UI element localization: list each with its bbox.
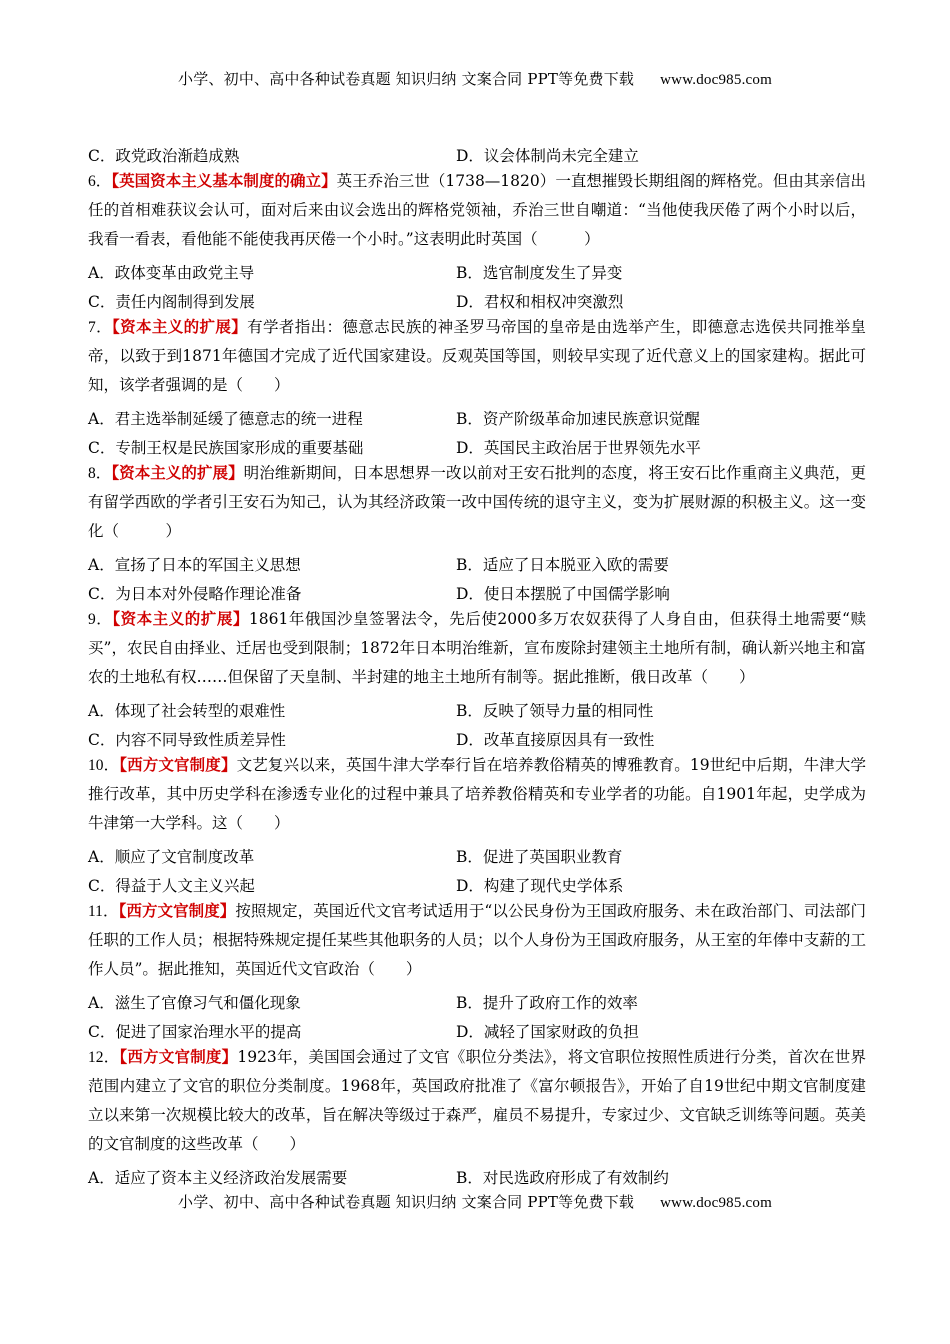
question-stem xyxy=(88,166,866,254)
option-b: B．选官制度发生了异变 xyxy=(456,264,623,282)
page-footer xyxy=(0,1191,950,1212)
option-a: A．政体变革由政党主导 xyxy=(88,264,255,282)
question-11 xyxy=(88,896,866,1042)
options-row xyxy=(88,254,866,283)
header-text: 小学、初中、高中各种试卷真题 知识归纳 文案合同 PPT等免费下载 xyxy=(178,70,635,88)
option-d: D．英国民主政治居于世界领先水平 xyxy=(456,439,701,457)
options-row xyxy=(88,692,866,721)
question-number: 7． xyxy=(88,319,113,336)
option-c: C．得益于人文主义兴起 xyxy=(88,877,255,895)
options-row xyxy=(88,546,866,575)
topic-tag: 【英国资本主义基本制度的确立】 xyxy=(111,171,337,190)
options-row xyxy=(88,575,866,604)
topic-tag: 【资本主义的扩展】 xyxy=(112,609,249,628)
question-text: 1923年，美国国会通过了文官《职位分类法》，将文官职位按照性质进行分类，首次在世界范围内建立了文官的职位分类制度。1968年，英国政府批准了《富尔顿报告》，开始了自19世纪中期文官制度建立以来第一次规模比较大的改革，旨在解决等级过于森严，雇员不易提升，专家过少、文官缺乏训练等问题。英美的文官制度的这些改革（ ） xyxy=(88,1048,866,1153)
option-a: A．适应了资本主义经济政治发展需要 xyxy=(88,1169,348,1187)
option-d: D．使日本摆脱了中国儒学影响 xyxy=(456,585,670,603)
option-d: D．构建了现代史学体系 xyxy=(456,877,624,895)
question-stem xyxy=(88,896,866,984)
option-d: D．改革直接原因具有一致性 xyxy=(456,731,655,749)
question-number: 11． xyxy=(88,903,119,920)
options-row xyxy=(88,1013,866,1042)
topic-tag: 【西方文官制度】 xyxy=(118,901,236,920)
header-site-link[interactable]: www.doc985.com xyxy=(660,72,772,88)
option-a: A．君主选举制延缓了德意志的统一进程 xyxy=(88,410,363,428)
question-text: 有学者指出：德意志民族的神圣罗马帝国的皇帝是由选举产生，即德意志选侯共同推举皇帝，以致于到1871年德国才完成了近代国家建设。反观英国等国，则较早实现了近代意义上的国家建构。据此可知，该学者强调的是（ ） xyxy=(88,318,866,394)
option-d: D．议会体制尚未完全建立 xyxy=(456,147,639,165)
option-b: B．适应了日本脱亚入欧的需要 xyxy=(456,556,669,574)
footer-text: 小学、初中、高中各种试卷真题 知识归纳 文案合同 PPT等免费下载 xyxy=(178,1193,635,1211)
options-row xyxy=(88,283,866,312)
option-b: B．提升了政府工作的效率 xyxy=(456,994,638,1012)
option-b: B．对民选政府形成了有效制约 xyxy=(456,1169,669,1187)
options-row xyxy=(88,984,866,1013)
options-row xyxy=(88,429,866,458)
topic-tag: 【西方文官制度】 xyxy=(119,755,237,774)
footer-site-link[interactable]: www.doc985.com xyxy=(660,1195,772,1211)
question-text: 明治维新期间，日本思想界一改以前对王安石批判的态度，将王安石比作重商主义典范，更有留学西欧的学者引王安石为知己，认为其经济政策一改中国传统的退守主义，变为扩展财源的积极主义。这一变化（ ） xyxy=(88,464,866,540)
option-d: D．减轻了国家财政的负担 xyxy=(456,1023,639,1041)
topic-tag: 【西方文官制度】 xyxy=(119,1047,238,1066)
option-a: A．体现了社会转型的艰难性 xyxy=(88,702,286,720)
option-b: B．反映了领导力量的相同性 xyxy=(456,702,654,720)
options-row xyxy=(88,1159,866,1188)
question-text: 英王乔治三世（1738—1820）一直想摧毁长期组阁的辉格党。但由其亲信出任的首相难获议会认可，面对后来由议会选出的辉格党领袖，乔治三世自嘲道：“当他使我厌倦了两个小时以后，我看一看表，看他能不能使我再厌倦一个小时。”这表明此时英国（ ） xyxy=(88,172,866,248)
previous-question-options xyxy=(88,138,866,166)
option-a: A．宣扬了日本的军国主义思想 xyxy=(88,556,301,574)
topic-tag: 【资本主义的扩展】 xyxy=(112,317,248,336)
question-text: 文艺复兴以来，英国牛津大学奉行旨在培养教俗精英的博雅教育。19世纪中后期，牛津大学推行改革，其中历史学科在渗透专业化的过程中兼具了培养教俗精英和专业学者的功能。自1901年起，史学成为牛津第一大学科。这（ ） xyxy=(88,756,866,832)
option-c: C．为日本对外侵略作理论准备 xyxy=(88,585,302,603)
option-c: C．政党政治渐趋成熟 xyxy=(88,147,240,165)
option-c: C．专制王权是民族国家形成的重要基础 xyxy=(88,439,364,457)
question-stem xyxy=(88,312,866,400)
question-6 xyxy=(88,166,866,312)
options-row xyxy=(88,867,866,896)
question-number: 10． xyxy=(88,757,120,774)
options-row xyxy=(88,721,866,750)
question-stem xyxy=(88,458,866,546)
option-a: A．顺应了文官制度改革 xyxy=(88,848,255,866)
question-stem xyxy=(88,750,866,838)
question-stem xyxy=(88,1042,866,1159)
option-a: A．滋生了官僚习气和僵化现象 xyxy=(88,994,301,1012)
question-number: 6． xyxy=(88,173,112,190)
question-content xyxy=(88,138,866,1188)
page-header xyxy=(0,68,950,89)
question-10 xyxy=(88,750,866,896)
options-row xyxy=(88,400,866,429)
question-text: 按照规定，英国近代文官考试适用于“以公民身份为王国政府服务、未在政治部门、司法部门任职的工作人员；根据特殊规定提任某些其他职务的人员；以个人身份为王国政府服务，从王室的年俸中支薪的工作人员”。据此推知，英国近代文官政治（ ） xyxy=(88,902,866,978)
options-row xyxy=(88,838,866,867)
option-c: C．促进了国家治理水平的提高 xyxy=(88,1023,302,1041)
question-text: 1861年俄国沙皇签署法令，先后使2000多万农奴获得了人身自由，但获得土地需要“赎买”，农民自由择业、迁居也受到限制；1872年日本明治维新，宣布废除封建领主土地所有制，确认新兴地主和富农的土地私有权……但保留了天皇制、半封建的地主土地所有制等。据此推断，俄日改革（ ） xyxy=(88,610,866,686)
question-7 xyxy=(88,312,866,458)
option-d: D．君权和相权冲突激烈 xyxy=(456,293,624,311)
question-12 xyxy=(88,1042,866,1188)
topic-tag: 【资本主义的扩展】 xyxy=(111,463,244,482)
question-number: 9． xyxy=(88,611,113,628)
question-8 xyxy=(88,458,866,604)
question-stem xyxy=(88,604,866,692)
option-c: C．责任内阁制得到发展 xyxy=(88,293,255,311)
option-c: C．内容不同导致性质差异性 xyxy=(88,731,286,749)
question-number: 12． xyxy=(88,1049,120,1066)
option-b: B．促进了英国职业教育 xyxy=(456,848,623,866)
option-b: B．资产阶级革命加速民族意识觉醒 xyxy=(456,410,700,428)
question-9 xyxy=(88,604,866,750)
question-number: 8． xyxy=(88,465,112,482)
